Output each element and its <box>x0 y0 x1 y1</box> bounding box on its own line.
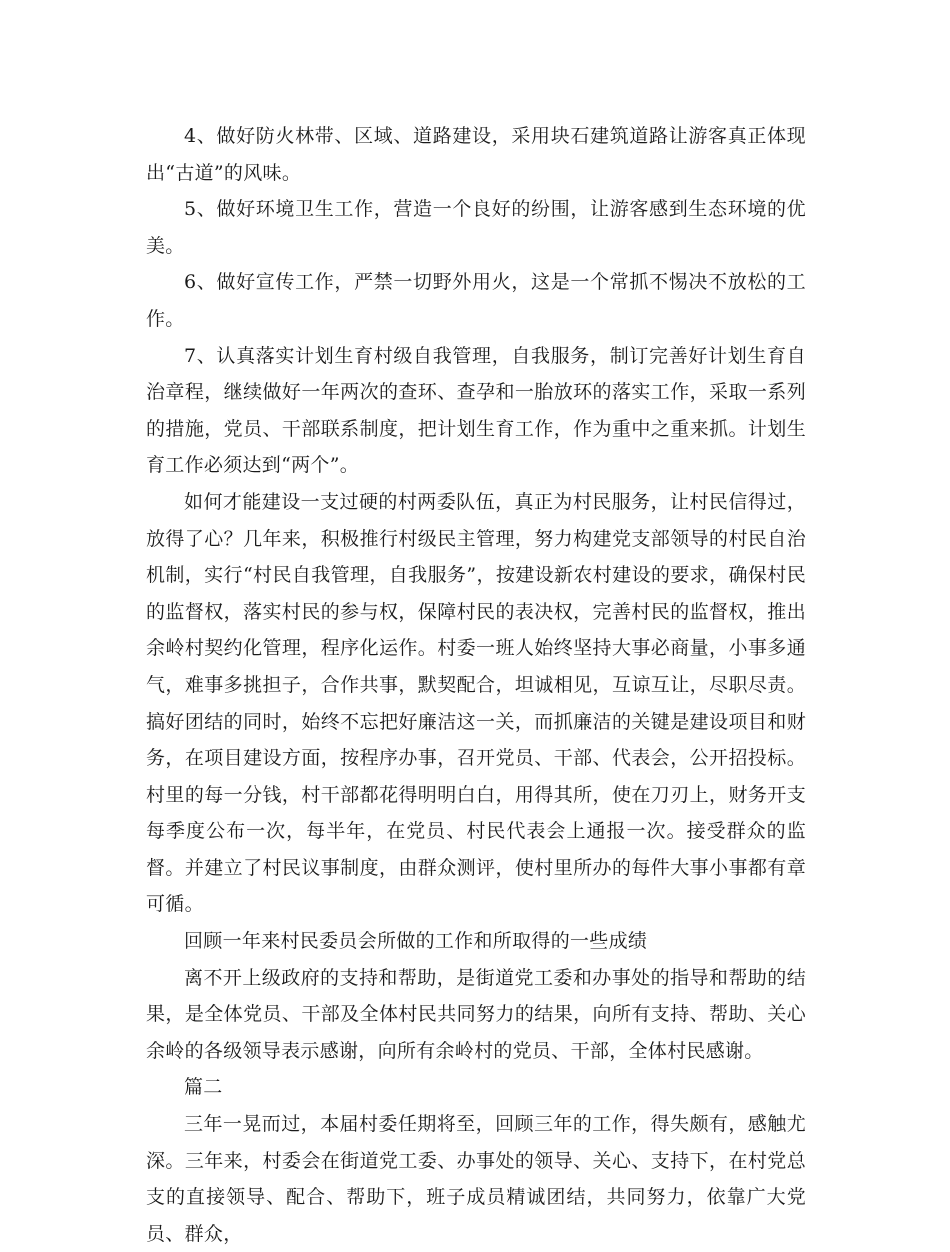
paragraph-team-building: 如何才能建设一支过硬的村两委队伍，真正为村民服务，让村民信得过，放得了心？几年来，积极推行村级民主管理，努力构建党支部领导的村民自治机制，实行“村民自我管理，自我服务”，按建设新农村建设的要求，确保村民的监督权，落实村民的参与权，保障村民的表决权，完善村民的监督权，推出余岭村契约化管理，程序化运作。村委一班人始终坚持大事必商量，小事多通气，难事多挑担子，合作共事，默契配合，坦诚相见，互谅互让，尽职尽责。搞好团结的同时，始终不忘把好廉洁这一关，而抓廉洁的关键是建设项目和财务，在项目建设方面，按程序办事，召开党员、干部、代表会，公开招投标。村里的每一分钱，村干部都花得明明白白，用得其所，使在刀刃上，财务开支每季度公布一次，每半年，在党员、村民代表会上通报一次。接受群众的监督。并建立了村民议事制度，由群众测评，使村里所办的每件大事小事都有章可循。 <box>146 490 806 916</box>
document-body <box>146 118 806 1252</box>
paragraph-item-5: 5、做好环境卫生工作，营造一个良好的纷围，让游客感到生态环境的优美。 <box>146 198 806 257</box>
paragraph-item-4: 4、做好防火林带、区域、道路建设，采用块石建筑道路让游客真正体现出“古道”的风味。 <box>146 125 806 184</box>
paragraph-item-7: 7、认真落实计划生育村级自我管理，自我服务，制订完善好计划生育自治章程，继续做好一年两次的查环、查孕和一胎放环的落实工作，采取一系列的措施，党员、干部联系制度，把计划生育工作，作为重中之重来抓。计划生育工作必须达到“两个”。 <box>146 344 806 477</box>
paragraph-thanks: 离不开上级政府的支持和帮助，是街道党工委和办事处的指导和帮助的结果，是全体党员、干部及全体村民共同努力的结果，向所有支持、帮助、关心余岭的各级领导表示感谢，向所有余岭村的党员、干部，全体村民感谢。 <box>146 966 806 1062</box>
section-title-part-two: 篇二 <box>184 1076 223 1099</box>
paragraph-review-heading: 回顾一年来村民委员会所做的工作和所取得的一些成绩 <box>184 930 648 953</box>
paragraph-item-6: 6、做好宣传工作，严禁一切野外用火，这是一个常抓不惕决不放松的工作。 <box>146 271 806 330</box>
paragraph-three-years: 三年一晃而过，本届村委任期将至，回顾三年的工作，得失颇有，感触尤深。三年来，村委会在街道党工委、办事处的领导、关心、支持下，在村党总支的直接领导、配合、帮助下，班子成员精诚团结，共同努力，依靠广大党员、群众， <box>146 1113 806 1245</box>
